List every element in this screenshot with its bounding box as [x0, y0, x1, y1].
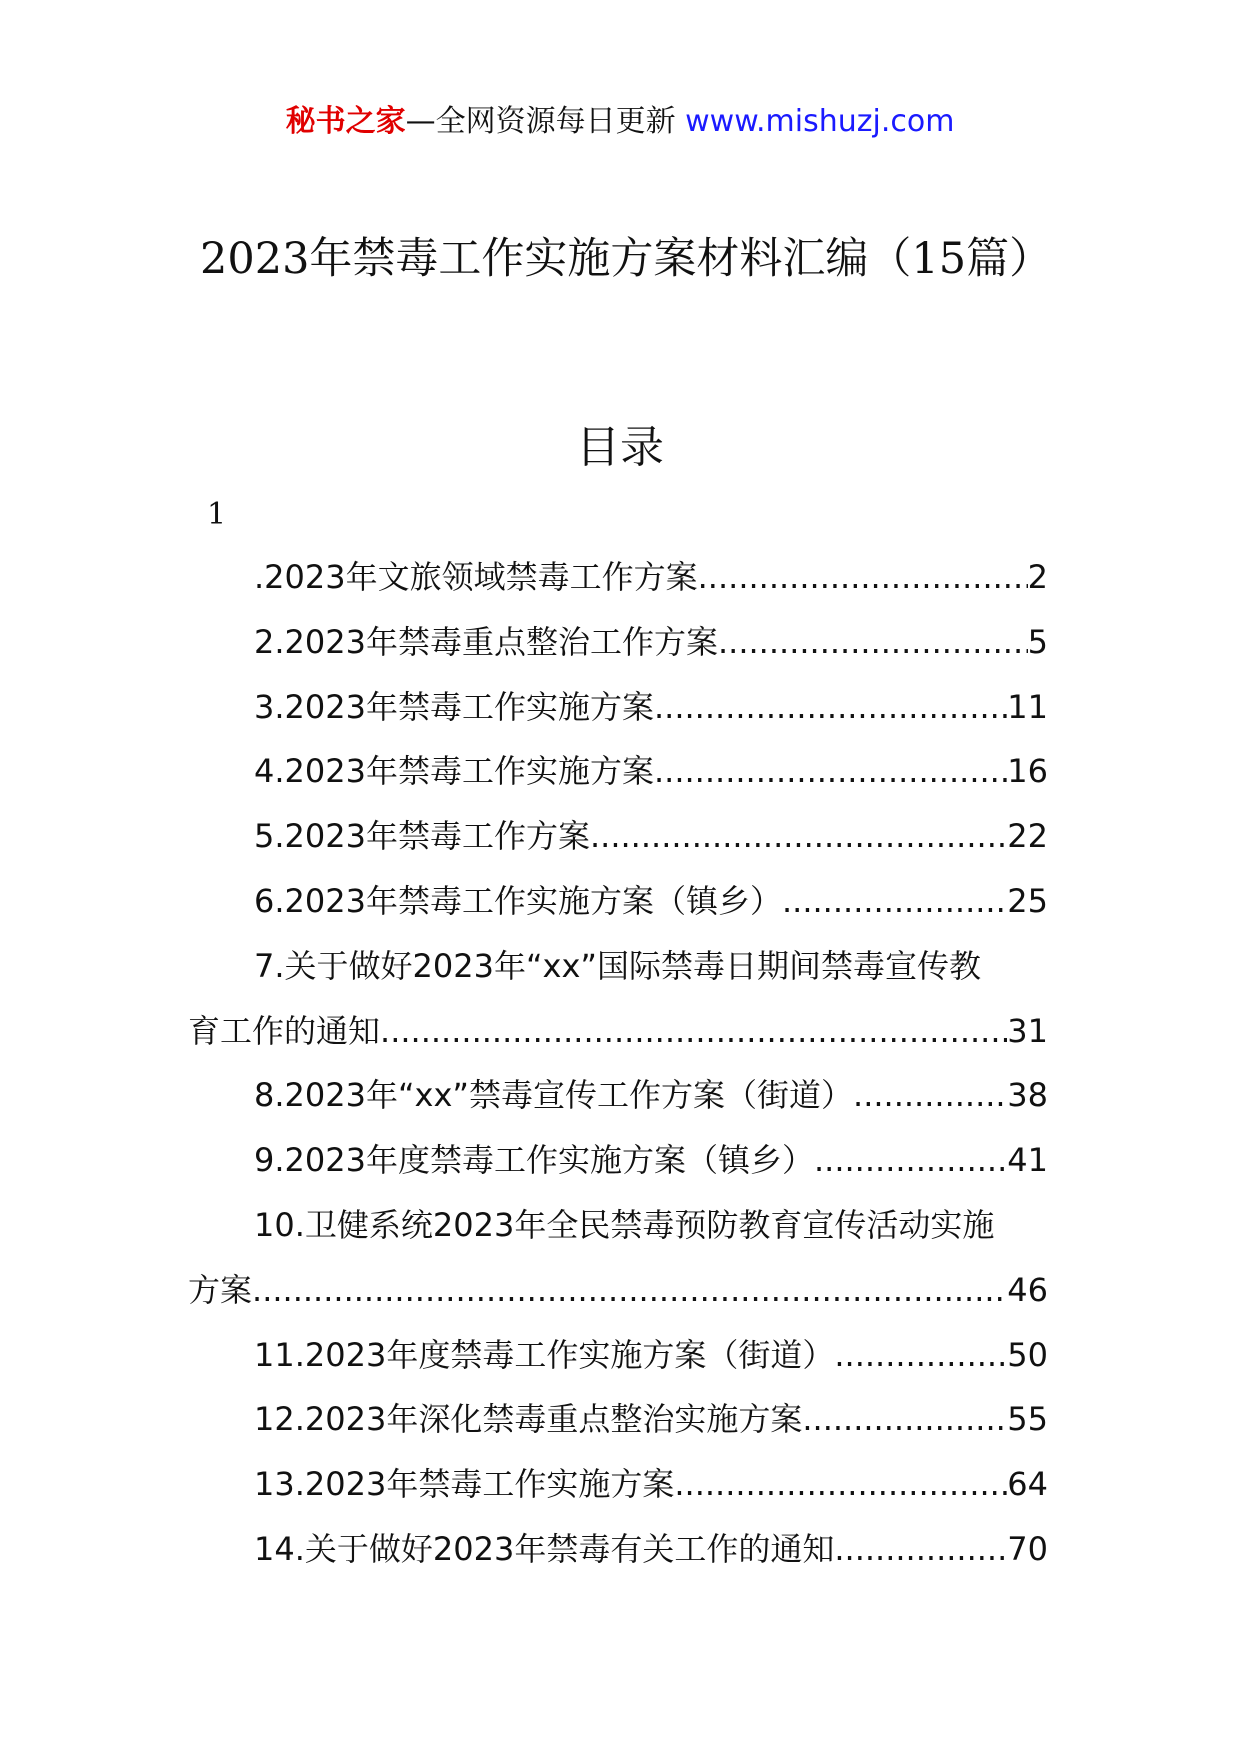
toc-entry-page: 64: [1007, 1465, 1048, 1504]
toc-entry-line2: [188, 999, 1048, 1064]
toc-entry-page: 22: [1007, 817, 1048, 856]
toc-leader-dots: [853, 1063, 1007, 1128]
toc-entry-1[interactable]: [188, 545, 1048, 610]
toc-entry-label: .2023年文旅领域禁毒工作方案: [254, 558, 698, 596]
site-header: [0, 102, 1240, 142]
toc-entry-3[interactable]: [188, 675, 1048, 740]
toc-entry-page: 16: [1007, 752, 1048, 791]
header-tagline: —全网资源每日更新: [405, 104, 686, 139]
toc-entry-page: 50: [1007, 1335, 1048, 1374]
toc-entry-6[interactable]: [188, 869, 1048, 934]
toc-entry-line2: [188, 1258, 1048, 1323]
toc-entry-4[interactable]: [188, 739, 1048, 804]
toc-entry-label: 4.2023年禁毒工作实施方案: [254, 752, 654, 791]
toc-entry-label: 13.2023年禁毒工作实施方案: [254, 1465, 675, 1504]
toc-leader-dots: [782, 869, 1007, 934]
brand-name: 秘书之家: [285, 104, 406, 139]
toc-leader-dots: [802, 1387, 1007, 1452]
toc-entry-page: 25: [1007, 881, 1048, 920]
toc-entry-page: 5: [1027, 622, 1048, 661]
toc-entry-label-line1: 10.卫健系统2023年全民禁毒预防教育宣传活动实施: [254, 1205, 995, 1244]
toc-leader-dots: [654, 675, 1007, 740]
site-link[interactable]: www.mishuzj.com: [685, 104, 955, 139]
toc-entry-9[interactable]: [188, 1128, 1048, 1193]
toc-entry-page: 11: [1007, 687, 1048, 726]
toc-leader-dots: [252, 1258, 1007, 1323]
toc-leader-dots: [698, 545, 1028, 610]
toc-entry-label: 9.2023年度禁毒工作实施方案（镇乡）: [254, 1141, 814, 1180]
toc-leader-dots: [380, 999, 1007, 1064]
toc-entry-11[interactable]: [188, 1323, 1048, 1388]
toc-entry-5[interactable]: [188, 804, 1048, 869]
toc-entry-label: 11.2023年度禁毒工作实施方案（街道）: [254, 1335, 835, 1374]
document-title: 2023年禁毒工作实施方案材料汇编（15篇）: [200, 234, 1053, 284]
toc-entry-8[interactable]: [188, 1063, 1048, 1128]
toc-entry-page: 41: [1007, 1141, 1048, 1180]
table-of-contents: [188, 545, 1048, 1582]
toc-entry-label-line2: 育工作的通知: [188, 1011, 381, 1050]
toc-entry-2[interactable]: [188, 610, 1048, 675]
toc-leader-dots: [814, 1128, 1007, 1193]
toc-entry-page: 38: [1007, 1076, 1048, 1115]
toc-entry-label-line1: 7.关于做好2023年“xx”国际禁毒日期间禁毒宣传教: [254, 946, 982, 985]
toc-entry-page: 55: [1007, 1400, 1048, 1439]
toc-heading: 目录: [576, 422, 664, 473]
toc-entry-label: 5.2023年禁毒工作方案: [254, 817, 590, 856]
toc-entry-label: 14.关于做好2023年禁毒有关工作的通知: [254, 1529, 835, 1568]
toc-entry-14[interactable]: [188, 1517, 1048, 1582]
toc-entry-label: 3.2023年禁毒工作实施方案: [254, 687, 654, 726]
toc-entry-12[interactable]: [188, 1387, 1048, 1452]
toc-entry-label-line2: 方案: [188, 1270, 253, 1309]
toc-entry-label: 2.2023年禁毒重点整治工作方案: [254, 622, 718, 661]
toc-entry-label: 8.2023年“xx”禁毒宣传工作方案（街道）: [254, 1076, 854, 1115]
toc-leader-dots: [654, 739, 1007, 804]
toc-leader-dots: [674, 1452, 1007, 1517]
toc-leader-dots: [590, 804, 1007, 869]
page-number: 1: [207, 497, 227, 532]
toc-entry-10[interactable]: [188, 1193, 1048, 1323]
toc-entry-page: 46: [1007, 1270, 1048, 1309]
toc-entry-label: 12.2023年深化禁毒重点整治实施方案: [254, 1400, 803, 1439]
toc-entry-page: 31: [1007, 1011, 1048, 1050]
toc-entry-7[interactable]: [188, 934, 1048, 1064]
toc-entry-page: 2: [1027, 558, 1048, 596]
toc-leader-dots: [834, 1517, 1007, 1582]
toc-leader-dots: [718, 610, 1028, 675]
toc-entry-13[interactable]: [188, 1452, 1048, 1517]
toc-entry-page: 70: [1007, 1529, 1048, 1568]
toc-leader-dots: [834, 1323, 1007, 1388]
toc-entry-label: 6.2023年禁毒工作实施方案（镇乡）: [254, 881, 782, 920]
